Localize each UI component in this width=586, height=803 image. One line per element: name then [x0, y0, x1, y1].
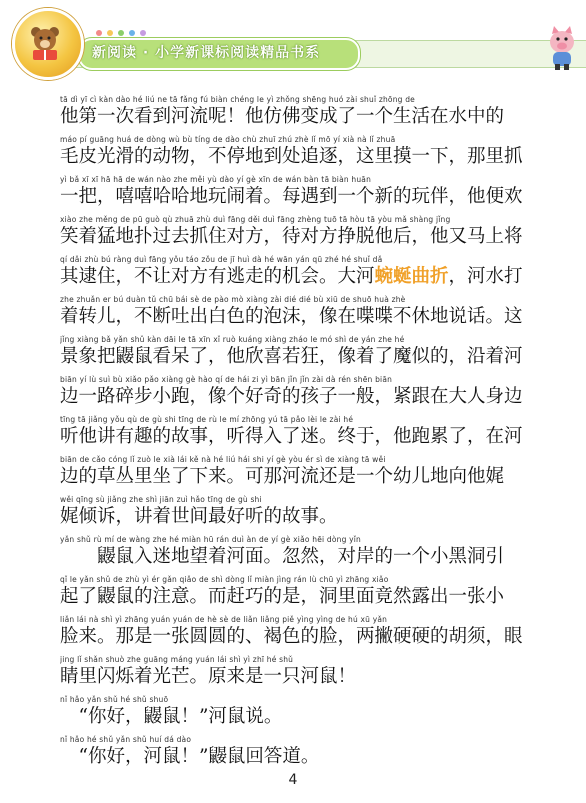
chinese-row: 毛皮光滑的动物，不停地到处追逐，这里摸一下，那里抓 [60, 146, 523, 167]
chinese-row: 着转儿，不断吐出白色的泡沫，像在喋喋不休地说话。这 [60, 306, 523, 327]
pinyin-row: jing lǐ shǎn shuò zhe guāng máng yuán lái shì yì zhī hé shǔ [60, 655, 294, 664]
pinyin-row: biān de cǎo cóng lǐ zuò le xià lái kě nà hé liú hái shi yí gè yòu ér sì de xiàng tā wěi [60, 455, 386, 464]
text-line-7 [60, 334, 526, 374]
chinese-row: 鼹鼠入迷地望着河面。忽然，对岸的一个小黑洞引 [60, 546, 505, 567]
text-line-6 [60, 294, 526, 334]
text-line-12 [60, 534, 526, 574]
chinese-row: 笑着猛地扑过去抓住对方，待对方挣脱他后，他又马上将 [60, 226, 523, 247]
page-header [0, 0, 586, 80]
pinyin-row: tā dì yī cì kàn dào hé liú ne tā fǎng fú biàn chéng le yì zhǒng shēng huó zài shuǐ zhōng de [60, 95, 415, 104]
pinyin-row: xiào zhe měng de pū guò qù zhuā zhù duì fāng děi duì fāng zhèng tuō tā hòu tā yòu mǎ shàng jǐng [60, 215, 451, 224]
text-line-16 [60, 694, 526, 734]
page-number: 4 [288, 772, 298, 788]
chinese-row: 脸来。那是一张圆圆的、褐色的脸，两撇硬硬的胡须，眼 [60, 626, 523, 647]
series-title: 新阅读 · 小学新课标阅读精品书系 [92, 45, 321, 61]
chinese-row [60, 265, 526, 289]
text-line-1 [60, 94, 526, 134]
pinyin-row: qí dǎi zhù bú ràng duì fāng yǒu táo zǒu de jī huì dà hé wān yán qū zhé hé shuǐ dǎ [60, 255, 383, 264]
chinese-row: 睛里闪烁着光芒。原来是一只河鼠！ [60, 666, 357, 687]
pinyin-row: nǐ hǎo hé shǔ yǎn shǔ huí dá dào [60, 735, 192, 744]
text-line-9 [60, 414, 526, 454]
pinyin-row: wěi qīng sù jiǎng zhe shì jiān zuì hǎo tīng de gù shi [60, 495, 262, 504]
pig-mascot-icon [544, 26, 580, 70]
text-line-15 [60, 654, 526, 694]
pinyin-row: biān yí lù suì bù xiǎo pǎo xiàng gè hào qí de hái zi yì bān jǐn jǐn zài dà rén shēn biān [60, 375, 393, 384]
chinese-row: “你好，河鼠！”鼹鼠回答道。 [60, 746, 320, 767]
chinese-row: “你好，鼹鼠！”河鼠说。 [60, 706, 283, 727]
bear-icon [24, 22, 66, 64]
text-line-11 [60, 494, 526, 534]
pinyin-row: liǎn lái nà shì yì zhāng yuán yuán de hè sè de liǎn liǎng piě yìng yìng de hú xū yǎn [60, 615, 388, 624]
chinese-row: 起了鼹鼠的注意。而赶巧的是，洞里面竟然露出一张小 [60, 586, 505, 607]
pinyin-row: tīng tā jiǎng yǒu qù de gù shi tīng de rù le mí zhōng yú tā pǎo lèi le zài hé [60, 415, 354, 424]
pinyin-row: máo pí guāng huá de dòng wù bù tíng de dào chù zhuī zhú zhè lǐ mō yí xià nà lǐ zhuā [60, 135, 396, 144]
chinese-row: 他第一次看到河流呢！他仿佛变成了一个生活在水中的 [60, 106, 505, 127]
chinese-row: 一把，嘻嘻哈哈地玩闹着。每遇到一个新的玩伴，他便欢 [60, 186, 523, 207]
text-line-2 [60, 134, 526, 174]
text-line-8 [60, 374, 526, 414]
text-segment: 其逮住，不让对方有逃走的机会。大河 [60, 266, 375, 287]
text-line-10 [60, 454, 526, 494]
pinyin-row: qǐ le yǎn shǔ de zhù yì ér gǎn qiǎo de shì dòng lǐ miàn jìng rán lù chū yì zhāng xiǎo [60, 575, 389, 584]
chinese-row: 听他讲有趣的故事，听得入了迷。终于，他跑累了，在河 [60, 426, 523, 447]
text-line-17 [60, 734, 526, 774]
text-line-13 [60, 574, 526, 614]
chinese-row: 景象把鼹鼠看呆了，他欣喜若狂，像着了魔似的，沿着河 [60, 346, 523, 367]
chinese-row: 边一路碎步小跑，像个好奇的孩子一般，紧跟在大人身边 [60, 386, 523, 407]
highlighted-word: 蜿蜒曲折 [374, 266, 449, 287]
pinyin-row: yì bǎ xī xī hā hā de wán nào zhe měi yù dào yí gè xīn de wán bàn tā biàn huān [60, 175, 372, 184]
pinyin-row: jǐng xiàng bǎ yǎn shǔ kàn dāi le tā xīn xǐ ruò kuáng xiàng zháo le mó shì de yán zhe hé [60, 335, 405, 344]
chinese-row: 娓倾诉，讲着世间最好听的故事。 [60, 506, 338, 527]
text-segment: ，河水打 [448, 266, 523, 287]
pinyin-row: yǎn shǔ rù mí de wàng zhe hé miàn hū rán duì àn de yí gè xiǎo hēi dòng yǐn [60, 535, 362, 544]
text-line-4 [60, 214, 526, 254]
text-line-14 [60, 614, 526, 654]
pinyin-row: nǐ hǎo yǎn shǔ hé shǔ shuō [60, 695, 169, 704]
text-line-3 [60, 174, 526, 214]
decorative-dots [96, 30, 146, 38]
chinese-row: 边的草丛里坐了下来。可那河流还是一个幼儿地向他娓 [60, 466, 505, 487]
pinyin-row: zhe zhuǎn er bú duàn tǔ chū bái sè de pào mò xiàng zài dié dié bù xiū de shuō huà zhè [60, 295, 406, 304]
text-line-5 [60, 254, 526, 294]
